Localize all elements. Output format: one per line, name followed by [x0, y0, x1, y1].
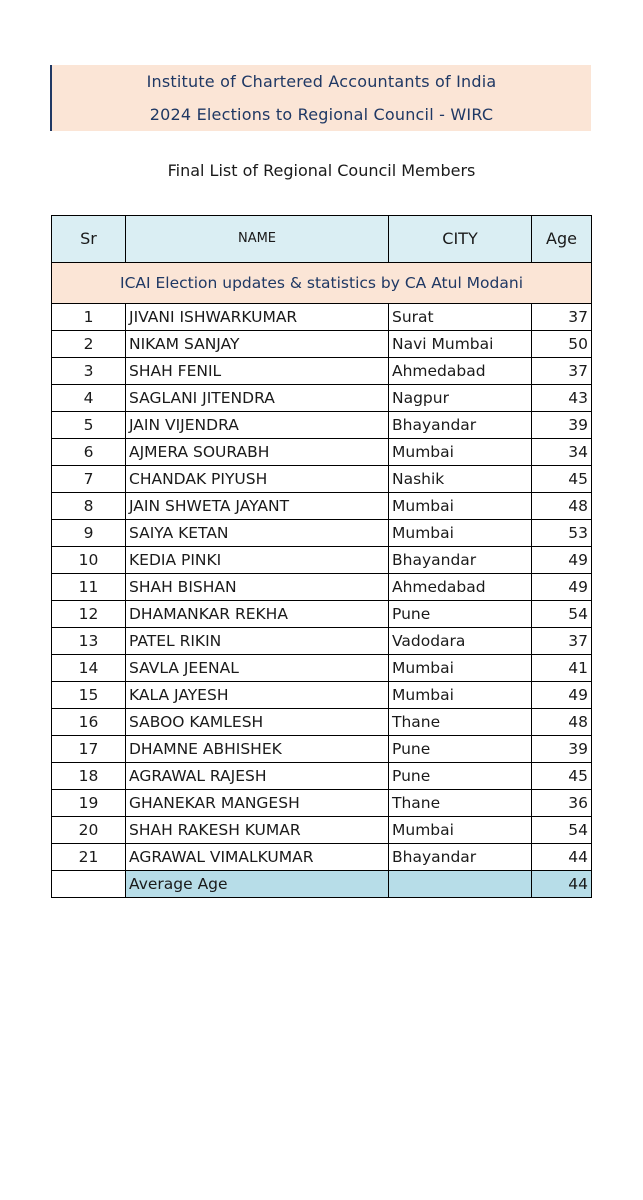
average-row	[52, 871, 592, 898]
cell-age: 53	[532, 520, 592, 547]
table-row	[52, 736, 592, 763]
cell-name: SAVLA JEENAL	[126, 655, 389, 682]
cell-age: 39	[532, 736, 592, 763]
table-header-row	[52, 216, 592, 263]
cell-city: Navi Mumbai	[389, 331, 532, 358]
table-row	[52, 520, 592, 547]
table-row	[52, 601, 592, 628]
cell-city: Nagpur	[389, 385, 532, 412]
cell-sr: 4	[52, 385, 126, 412]
page-title: Final List of Regional Council Members	[167, 161, 476, 180]
table-row	[52, 844, 592, 871]
cell-city: Mumbai	[389, 493, 532, 520]
table-row	[52, 682, 592, 709]
average-sr-blank	[52, 871, 126, 898]
cell-name: GHANEKAR MANGESH	[126, 790, 389, 817]
table-row	[52, 763, 592, 790]
cell-sr: 16	[52, 709, 126, 736]
banner-row	[52, 263, 592, 304]
table-row	[52, 493, 592, 520]
cell-age: 49	[532, 547, 592, 574]
cell-sr: 12	[52, 601, 126, 628]
cell-sr: 18	[52, 763, 126, 790]
cell-name: SAIYA KETAN	[126, 520, 389, 547]
table-row	[52, 547, 592, 574]
cell-sr: 17	[52, 736, 126, 763]
column-header-city: CITY	[389, 216, 532, 263]
cell-name: AGRAWAL RAJESH	[126, 763, 389, 790]
cell-sr: 7	[52, 466, 126, 493]
cell-sr: 15	[52, 682, 126, 709]
cell-age: 48	[532, 493, 592, 520]
members-table	[51, 215, 592, 898]
cell-sr: 21	[52, 844, 126, 871]
table-row	[52, 628, 592, 655]
cell-name: AJMERA SOURABH	[126, 439, 389, 466]
cell-sr: 13	[52, 628, 126, 655]
cell-city: Pune	[389, 763, 532, 790]
average-label: Average Age	[126, 871, 389, 898]
banner-text: ICAI Election updates & statistics by CA Atul Modani	[52, 263, 592, 304]
cell-city: Mumbai	[389, 817, 532, 844]
table-row	[52, 385, 592, 412]
cell-age: 50	[532, 331, 592, 358]
cell-city: Thane	[389, 790, 532, 817]
cell-name: AGRAWAL VIMALKUMAR	[126, 844, 389, 871]
cell-age: 54	[532, 817, 592, 844]
cell-age: 43	[532, 385, 592, 412]
table-row	[52, 412, 592, 439]
cell-city: Bhayandar	[389, 844, 532, 871]
cell-city: Surat	[389, 304, 532, 331]
cell-sr: 10	[52, 547, 126, 574]
header-subtitle: 2024 Elections to Regional Council - WIRC	[149, 105, 494, 124]
table-row	[52, 655, 592, 682]
table-row	[52, 790, 592, 817]
table-row	[52, 439, 592, 466]
cell-sr: 1	[52, 304, 126, 331]
cell-age: 48	[532, 709, 592, 736]
cell-city: Ahmedabad	[389, 358, 532, 385]
cell-sr: 2	[52, 331, 126, 358]
cell-age: 36	[532, 790, 592, 817]
cell-sr: 20	[52, 817, 126, 844]
cell-age: 45	[532, 466, 592, 493]
cell-age: 45	[532, 763, 592, 790]
cell-name: SHAH RAKESH KUMAR	[126, 817, 389, 844]
cell-city: Pune	[389, 736, 532, 763]
table-row	[52, 358, 592, 385]
cell-name: SABOO KAMLESH	[126, 709, 389, 736]
cell-sr: 14	[52, 655, 126, 682]
cell-city: Bhayandar	[389, 547, 532, 574]
cell-age: 54	[532, 601, 592, 628]
cell-sr: 11	[52, 574, 126, 601]
cell-city: Thane	[389, 709, 532, 736]
cell-sr: 9	[52, 520, 126, 547]
table-row	[52, 574, 592, 601]
cell-name: SHAH BISHAN	[126, 574, 389, 601]
cell-city: Bhayandar	[389, 412, 532, 439]
cell-sr: 6	[52, 439, 126, 466]
cell-age: 37	[532, 358, 592, 385]
report-header	[50, 65, 591, 131]
table-row	[52, 466, 592, 493]
cell-age: 41	[532, 655, 592, 682]
cell-name: JIVANI ISHWARKUMAR	[126, 304, 389, 331]
cell-sr: 8	[52, 493, 126, 520]
cell-city: Mumbai	[389, 655, 532, 682]
cell-name: CHANDAK PIYUSH	[126, 466, 389, 493]
cell-city: Pune	[389, 601, 532, 628]
cell-name: KALA JAYESH	[126, 682, 389, 709]
column-header-sr: Sr	[52, 216, 126, 263]
cell-name: DHAMNE ABHISHEK	[126, 736, 389, 763]
column-header-name: NAME	[126, 216, 389, 263]
cell-city: Ahmedabad	[389, 574, 532, 601]
cell-age: 37	[532, 628, 592, 655]
cell-city: Mumbai	[389, 439, 532, 466]
header-title: Institute of Chartered Accountants of India	[146, 72, 497, 91]
cell-age: 44	[532, 844, 592, 871]
cell-name: KEDIA PINKI	[126, 547, 389, 574]
cell-city: Nashik	[389, 466, 532, 493]
cell-name: SAGLANI JITENDRA	[126, 385, 389, 412]
cell-city: Mumbai	[389, 520, 532, 547]
cell-age: 49	[532, 574, 592, 601]
cell-name: DHAMANKAR REKHA	[126, 601, 389, 628]
cell-name: JAIN VIJENDRA	[126, 412, 389, 439]
table-row	[52, 304, 592, 331]
average-city-blank	[389, 871, 532, 898]
cell-name: NIKAM SANJAY	[126, 331, 389, 358]
cell-name: SHAH FENIL	[126, 358, 389, 385]
column-header-age: Age	[532, 216, 592, 263]
cell-sr: 5	[52, 412, 126, 439]
cell-city: Mumbai	[389, 682, 532, 709]
cell-age: 39	[532, 412, 592, 439]
cell-sr: 3	[52, 358, 126, 385]
cell-city: Vadodara	[389, 628, 532, 655]
cell-age: 34	[532, 439, 592, 466]
table-row	[52, 709, 592, 736]
cell-age: 37	[532, 304, 592, 331]
cell-name: JAIN SHWETA JAYANT	[126, 493, 389, 520]
cell-age: 49	[532, 682, 592, 709]
average-value: 44	[532, 871, 592, 898]
table-row	[52, 817, 592, 844]
cell-name: PATEL RIKIN	[126, 628, 389, 655]
table-row	[52, 331, 592, 358]
cell-sr: 19	[52, 790, 126, 817]
